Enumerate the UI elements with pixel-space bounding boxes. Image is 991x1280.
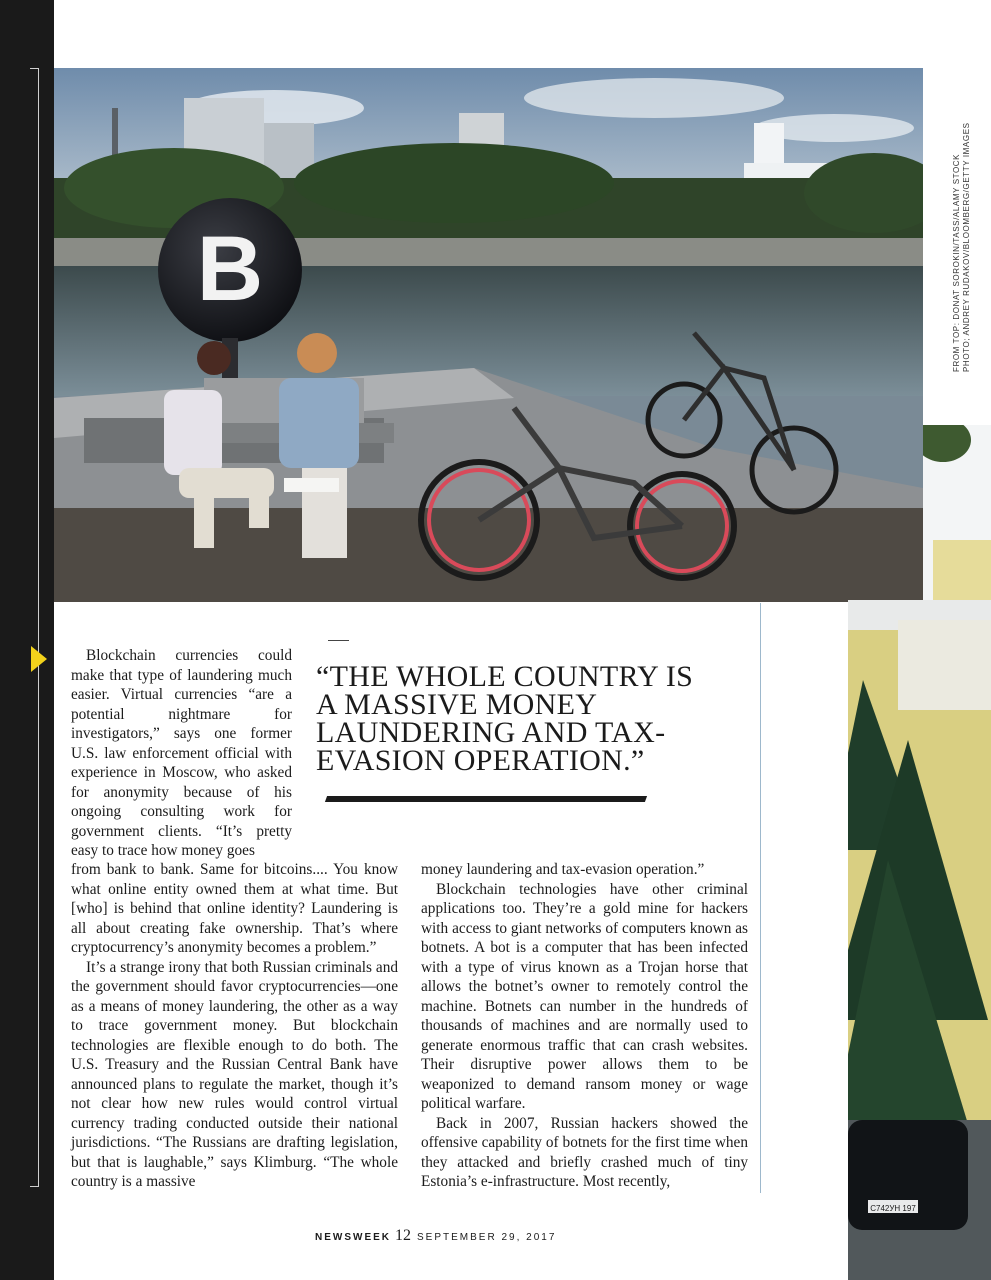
- column-rule: [760, 603, 761, 1193]
- paragraph: Blockchain currencies could make that type of laundering much easier. Virtual currencies “are a potential nightmare for investigators,” says one former U.S. law enforcement official with experience in Moscow, who asked for anonymity because of his ongoing consulting work for government clients. “It’s pretty easy to trace how money goes: [71, 647, 292, 859]
- paragraph: money laundering and tax-evasion operation.”: [421, 861, 705, 878]
- magazine-name: NEWSWEEK: [315, 1232, 391, 1243]
- photo-credit: FROM TOP: DONAT SOROKIN/TASS/ALAMY STOCK PHOTO; ANDREY RUDAKOV/BLOOMBERG/GETTY IMAGES: [952, 122, 971, 372]
- paragraph: from bank to bank. Same for bitcoins.... You know what online entity owned them at what time. But [who] is behind that online identity? Laundering is all about creating fake ownership. That’s where cryptocurrency’s anonymity becomes a problem.”: [71, 861, 398, 956]
- bitcoin-symbol: B: [196, 218, 264, 320]
- side-photo-bottom: [848, 600, 991, 1280]
- article-column-2: [421, 860, 748, 1192]
- spine-bracket: [30, 68, 39, 1187]
- paragraph: Blockchain technologies have other criminal applications too. They’re a gold mine for hackers with access to giant networks of computers known as botnets. A bot is a computer that has been infected with a type of virus known as a Trojan horse that allows the botnet’s owner to remotely control the machine. Botnets can number in the hundreds of thousands of machines and are normally used to generate enormous traffic that can crash websites. Their disruptive power allows them to be weaponized to demand ransom money or wage political warfare.: [421, 880, 748, 1112]
- license-plate: С742УН 197: [870, 1204, 916, 1213]
- page-footer: [315, 1227, 556, 1245]
- pull-quote: “THE WHOLE COUNTRY IS A MASSIVE MONEY LAUNDERING AND TAX-EVASION OPERATION.”: [316, 660, 694, 777]
- pull-quote-bar: [325, 796, 647, 802]
- main-photo: [54, 68, 923, 602]
- paragraph: Back in 2007, Russian hackers showed the offensive capability of botnets for the first time when they attacked and briefly crashed much of tiny Estonia’s e-infrastructure. Most recently,: [421, 1114, 748, 1190]
- section-arrow-icon: [31, 646, 47, 672]
- article-column-1-top: [71, 646, 292, 861]
- article-column-1-bottom: [71, 860, 398, 1192]
- issue-date: SEPTEMBER 29, 2017: [417, 1232, 557, 1243]
- page-spine: [0, 0, 54, 1280]
- paragraph: It’s a strange irony that both Russian criminals and the government should favor cryptocurrencies—one as a means of money laundering, the other as a way to trace government money. But blockchain technologies are flexible enough to do both. The U.S. Treasury and the Russian Central Bank have announced plans to regulate the market, though it’s not clear how new rules would control virtual currency trading conducted outside their national jurisdictions. “The Russians are drafting legislation, but that is laughable,” says Klimburg. “The whole country is a massive: [71, 958, 398, 1190]
- pull-quote-dash: [328, 640, 349, 641]
- page-number: 12: [395, 1227, 411, 1244]
